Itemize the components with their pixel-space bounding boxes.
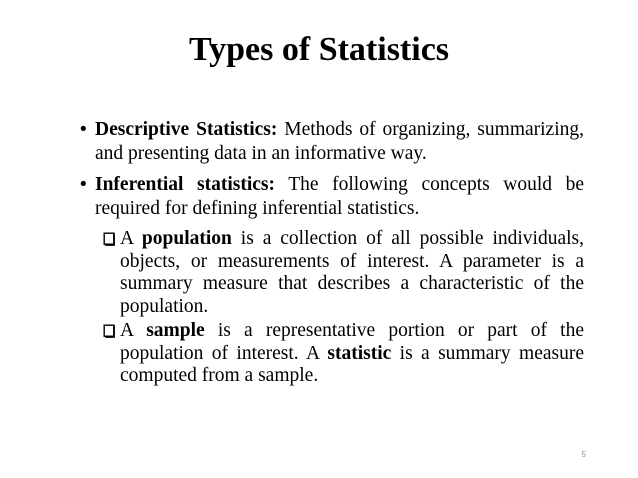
sub-bullet-lead: A bbox=[120, 228, 142, 249]
sub-bullet-term: sample bbox=[146, 320, 205, 341]
hollow-square-icon bbox=[103, 232, 116, 246]
sub-bullet-text: is a collection of all possible individuals, objects, or measurements of interest. A parameter is a summary measure that describes a characteristic of the population. bbox=[120, 228, 584, 317]
sub-bullet-text: is a summary measure computed from a sample. bbox=[120, 342, 584, 386]
bullet-dot-icon: • bbox=[80, 119, 87, 140]
sub-bullet-lead: A bbox=[120, 320, 147, 341]
bullet-term: Descriptive Statistics: bbox=[95, 119, 278, 140]
sub-bullet-term: population bbox=[141, 228, 232, 249]
page-number: 5 bbox=[581, 450, 586, 459]
bullet-text: The following concepts would be required for defining inferential statistics. bbox=[95, 174, 584, 219]
bullet-inferential-statistics bbox=[80, 173, 584, 221]
sub-bullet-text: is a representative portion or part of the population of interest. A bbox=[120, 320, 584, 364]
slide-content bbox=[80, 118, 584, 390]
slide-title: Types of Statistics bbox=[188, 31, 450, 68]
bullet-dot-icon: • bbox=[80, 174, 87, 195]
bullet-term: Inferential statistics: bbox=[95, 174, 276, 195]
bullet-descriptive-statistics bbox=[80, 118, 584, 166]
sub-bullet-population bbox=[103, 228, 584, 318]
hollow-square-icon bbox=[103, 324, 116, 338]
sub-bullet-term: statistic bbox=[327, 342, 392, 364]
bullet-text: Methods of organizing, summarizing, and presenting data in an informative way. bbox=[95, 119, 584, 164]
sub-bullet-sample bbox=[103, 320, 584, 388]
